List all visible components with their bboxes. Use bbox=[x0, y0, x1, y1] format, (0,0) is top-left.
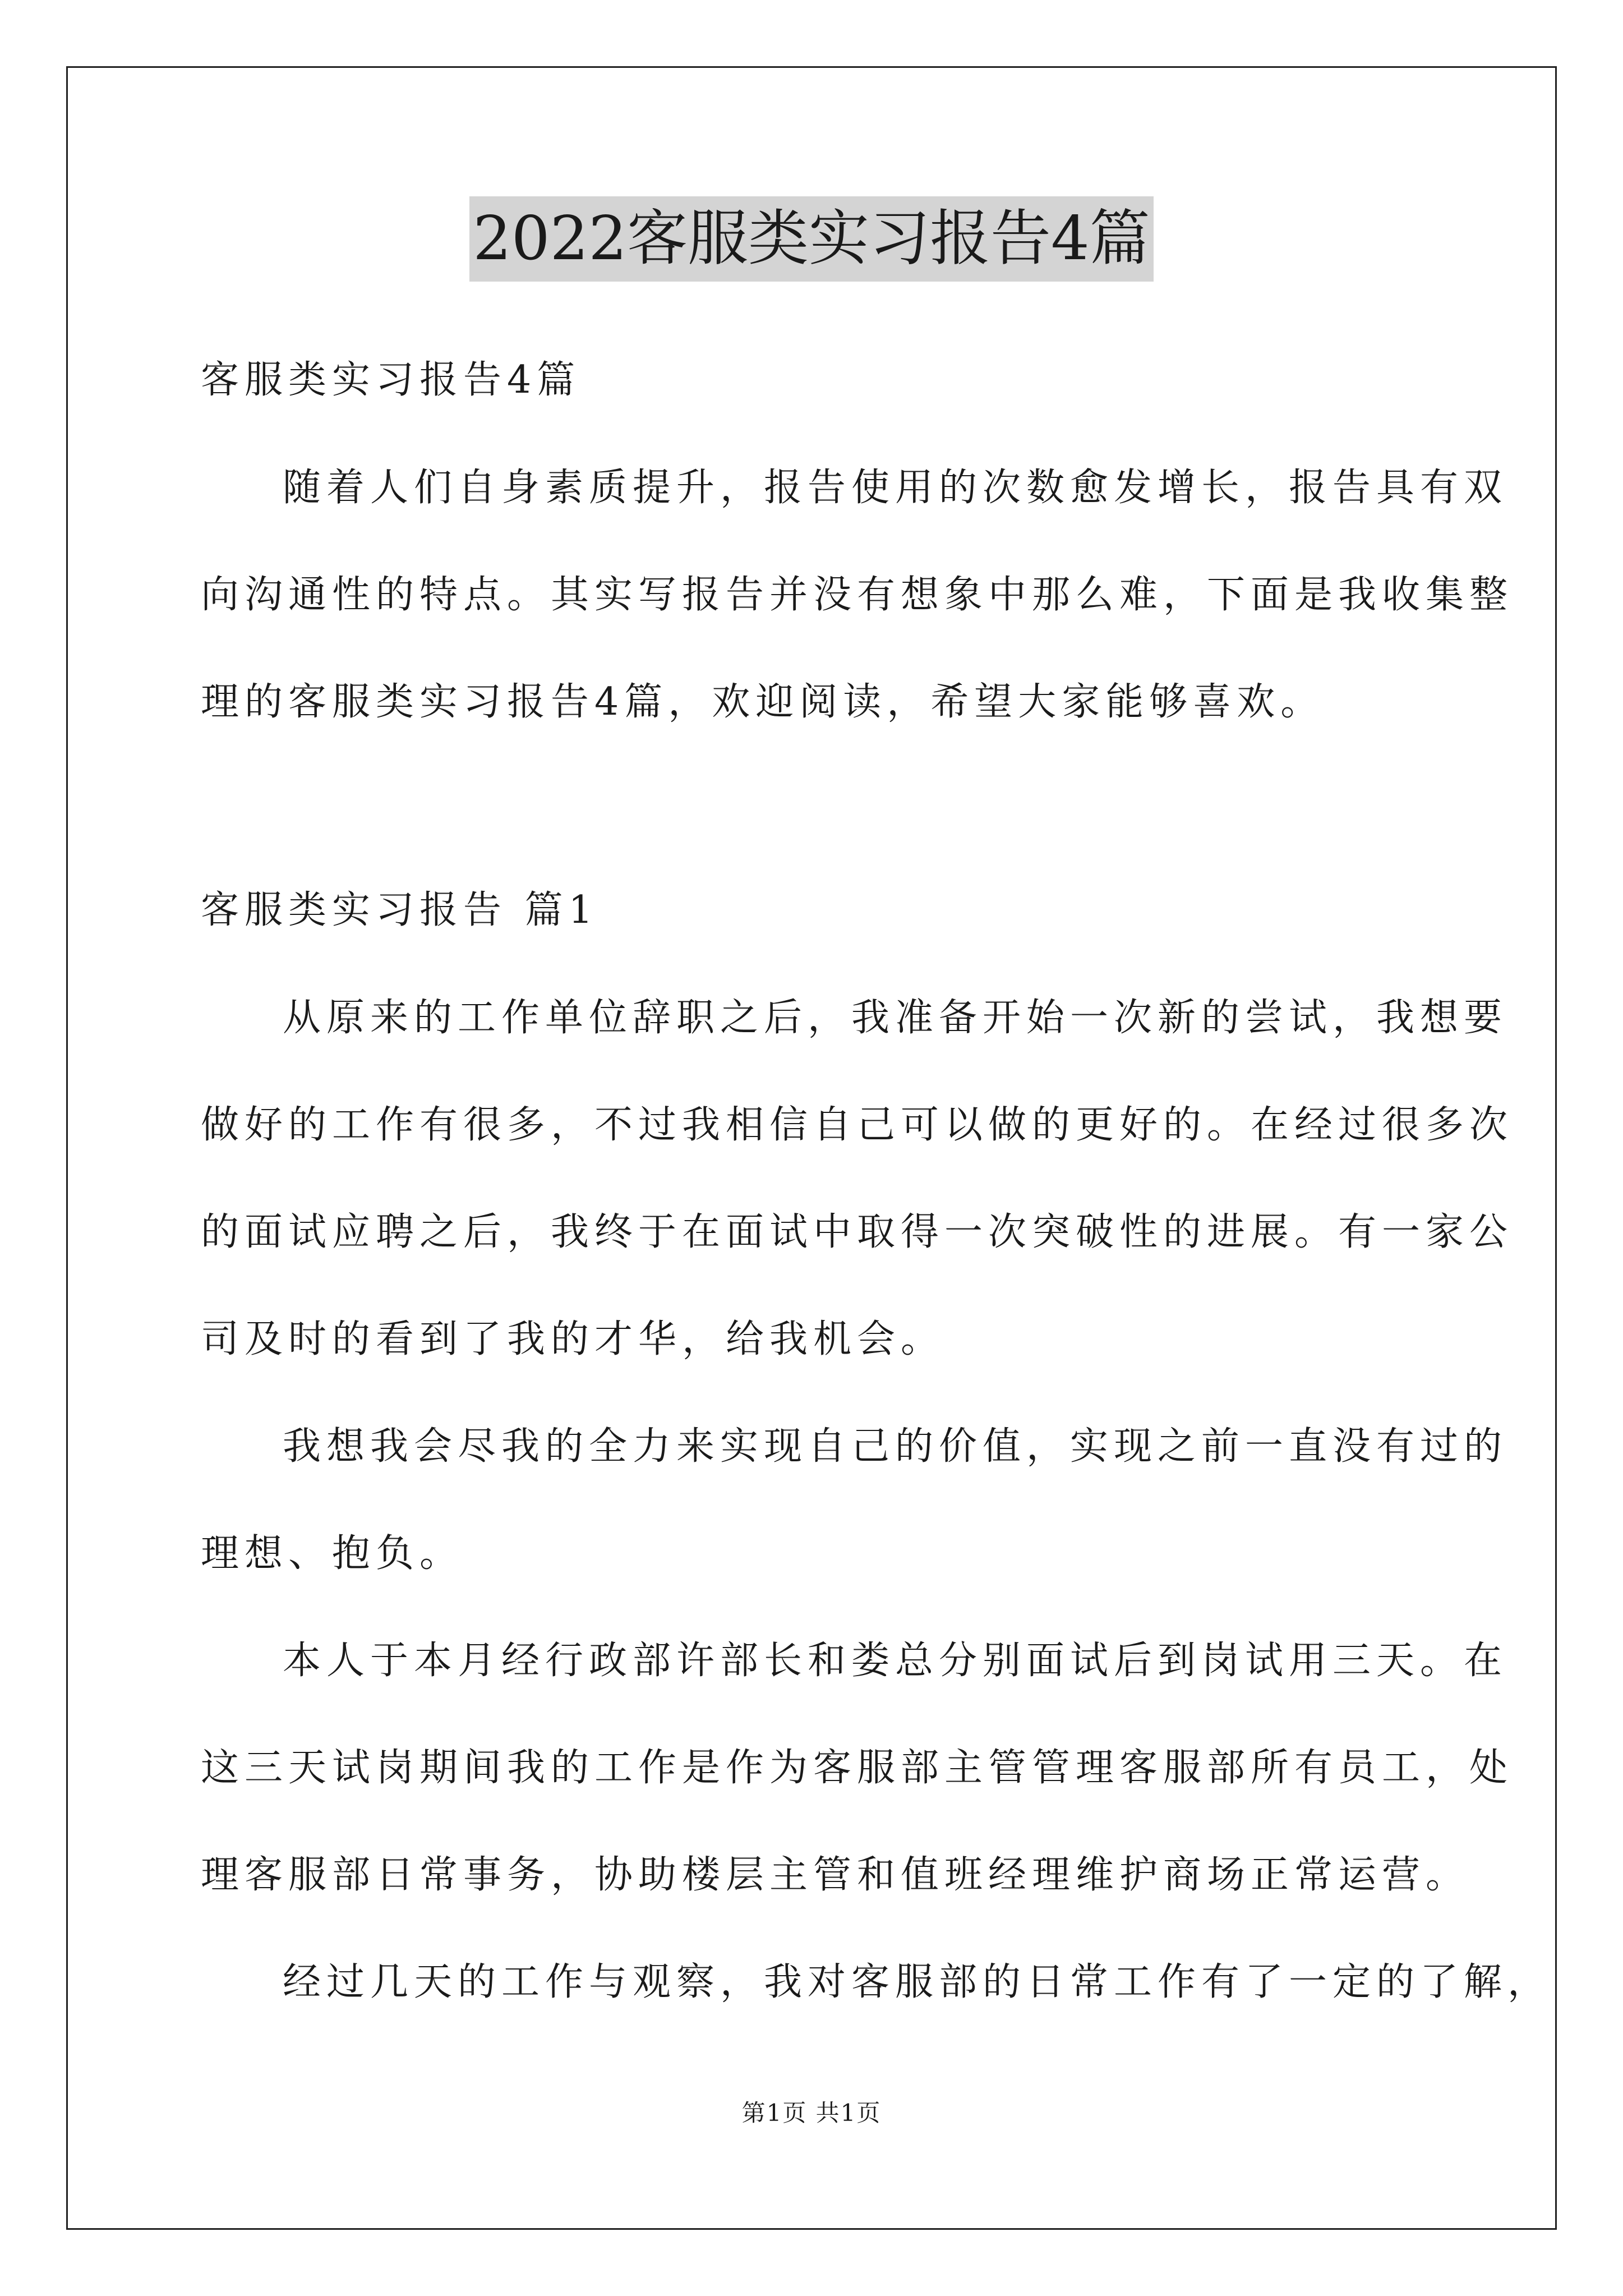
intro-line: 理的客服类实习报告4篇，欢迎阅读，希望大家能够喜欢。 bbox=[201, 680, 1325, 724]
paragraph-line: 的面试应聘之后，我终于在面试中取得一次突破性的进展。有一家公 bbox=[201, 1210, 1514, 1254]
title-container bbox=[0, 196, 1623, 282]
paragraph-line: 这三天试岗期间我的工作是作为客服部主管管理客服部所有员工，处 bbox=[201, 1746, 1514, 1790]
paragraph-line: 本人于本月经行政部许部长和娄总分别面试后到岗试用三天。在 bbox=[283, 1639, 1508, 1683]
paragraph-line: 理想、抱负。 bbox=[201, 1531, 464, 1576]
paragraph-line: 我想我会尽我的全力来实现自己的价值，实现之前一直没有过的 bbox=[283, 1424, 1508, 1469]
paragraph-line: 从原来的工作单位辞职之后，我准备开始一次新的尝试，我想要 bbox=[283, 996, 1508, 1040]
paragraph-line: 司及时的看到了我的才华，给我机会。 bbox=[201, 1317, 945, 1361]
paragraph-line: 理客服部日常事务，协助楼层主管和值班经理维护商场正常运营。 bbox=[201, 1853, 1470, 1897]
paragraph-line: 做好的工作有很多，不过我相信自己可以做的更好的。在经过很多次 bbox=[201, 1103, 1514, 1147]
intro-line: 向沟通性的特点。其实写报告并没有想象中那么难，下面是我收集整 bbox=[201, 573, 1514, 617]
page-number-footer: 第1页 共1页 bbox=[741, 2099, 882, 2127]
document-title: 2022客服类实习报告4篇 bbox=[469, 196, 1154, 282]
intro-line: 随着人们自身素质提升，报告使用的次数愈发增长，报告具有双 bbox=[283, 466, 1508, 510]
section-heading: 客服类实习报告 篇1 bbox=[201, 888, 598, 932]
paragraph-line: 经过几天的工作与观察，我对客服部的日常工作有了一定的了解， bbox=[283, 1960, 1552, 2004]
subtitle: 客服类实习报告4篇 bbox=[201, 358, 581, 402]
